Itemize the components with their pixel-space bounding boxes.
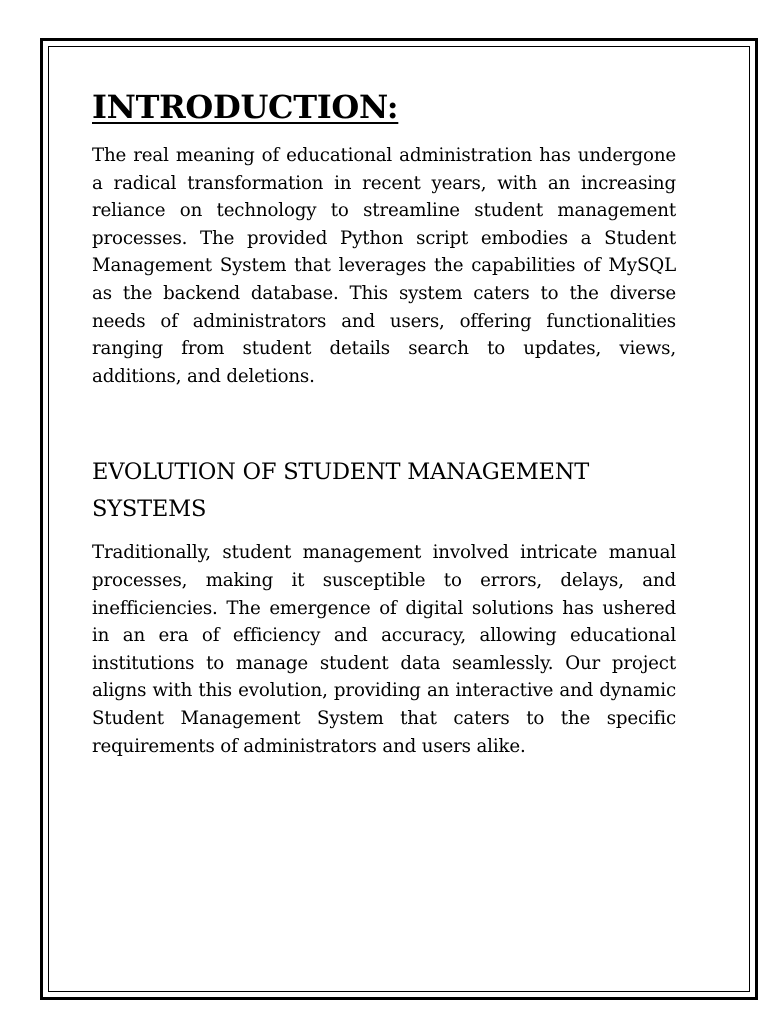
section-heading: EVOLUTION OF STUDENT MANAGEMENT SYSTEMS <box>92 459 590 523</box>
document-body <box>92 86 676 760</box>
section-paragraph: Traditionally, student management involved intricate manual processes, making it susceptible to errors, delays, and inefficiencies. The emergence of digital solutions has ushered in an era of efficiency and accuracy, allowing educational institutions to manage student data seamlessly. Our project aligns with this evolution, providing an interactive and dynamic Student Management System that caters to the specific requirements of administrators and users alike. <box>92 542 676 757</box>
page-title: INTRODUCTION: <box>92 88 399 126</box>
intro-paragraph: The real meaning of educational administration has undergone a radical transformation in recent years, with an increasing reliance on technology to streamline student management processes. The provided Python script embodies a Student Management System that leverages the capabilities of MySQL as the backend database. This system caters to the diverse needs of administrators and users, offering functionalities ranging from student details search to updates, views, additions, and deletions. <box>92 145 676 387</box>
